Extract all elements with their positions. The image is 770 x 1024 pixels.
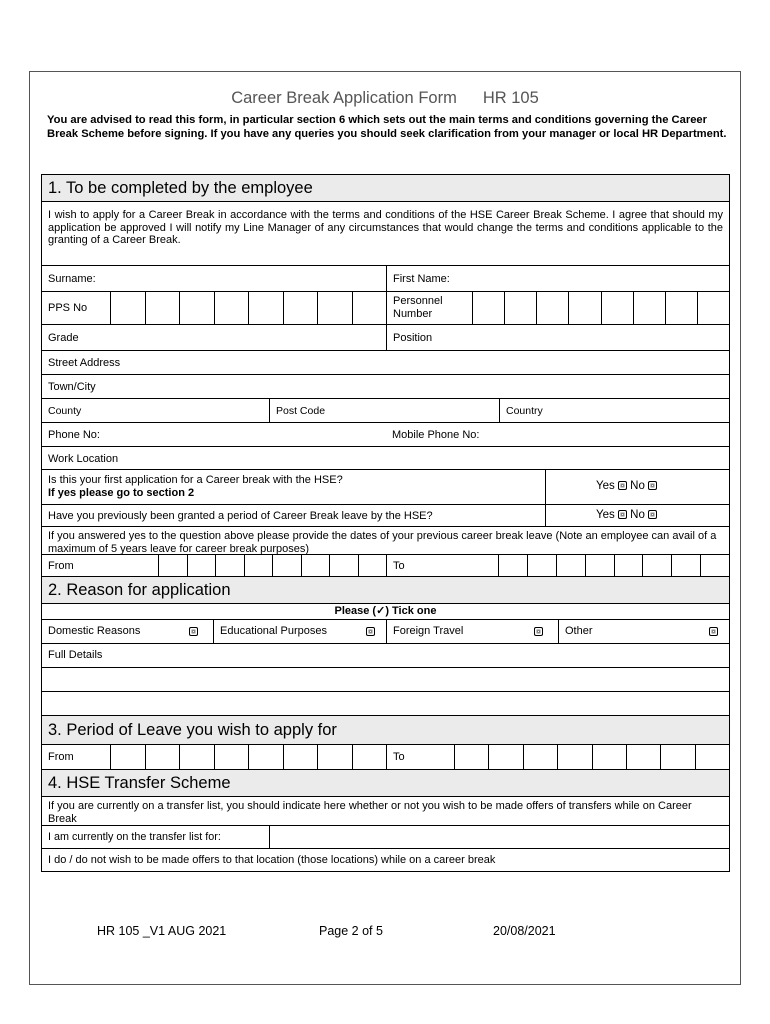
reason-foreign: [386, 620, 558, 643]
no-label: No: [630, 480, 645, 492]
leave-from-label: From: [48, 751, 74, 763]
phone-field[interactable]: [42, 423, 386, 446]
pps-boxes[interactable]: [110, 292, 386, 324]
full-details-line[interactable]: [41, 668, 730, 692]
surname-row: [41, 266, 730, 292]
previous-to-label: To: [393, 560, 405, 572]
date-box[interactable]: [592, 745, 626, 769]
date-box[interactable]: [272, 555, 301, 576]
previous-dates-note: If you answered yes to the question above please provide the dates of your previous career break leave (Note an employee can avail of a maximum of 5 years leave for career break purposes): [41, 527, 730, 555]
reason-educational: [213, 620, 386, 643]
surname-label: Surname:: [48, 273, 96, 285]
transfer-offers-text: I do / do not wish to be made offers to that location (those locations) while on a career break: [48, 854, 496, 866]
street-address-label: Street Address: [48, 357, 121, 369]
grade-row: [41, 325, 730, 351]
footer-version: HR 105 _V1 AUG 2021: [97, 924, 227, 938]
previous-dates-row: [41, 555, 730, 577]
personnel-label-line1: Personnel: [393, 295, 443, 307]
domestic-label: Domestic Reasons: [48, 625, 141, 637]
town-city-label: Town/City: [48, 381, 96, 393]
leave-to-cell: [386, 745, 454, 769]
mobile-field[interactable]: [386, 423, 729, 446]
pps-box[interactable]: [283, 292, 318, 324]
date-box[interactable]: [700, 555, 729, 576]
first-application-yes-checkbox[interactable]: [618, 481, 627, 490]
leave-to-label: To: [393, 751, 405, 763]
grade-field[interactable]: [42, 325, 386, 350]
date-box[interactable]: [214, 745, 249, 769]
educational-checkbox[interactable]: [366, 627, 375, 636]
date-box[interactable]: [301, 555, 330, 576]
personnel-box[interactable]: [472, 292, 504, 324]
footer-page-number: Page 2 of 5: [319, 924, 383, 938]
pps-box[interactable]: [110, 292, 145, 324]
section-3-heading: 3. Period of Leave you wish to apply for: [41, 716, 730, 745]
country-field[interactable]: [499, 399, 729, 422]
date-box[interactable]: [498, 555, 527, 576]
domestic-checkbox[interactable]: [189, 627, 198, 636]
previous-from-label: From: [48, 560, 74, 572]
no-label: No: [630, 509, 645, 521]
transfer-note: If you are currently on a transfer list, you should indicate here whether or not you wish to be made offers of transfers while on Career Break: [41, 797, 730, 826]
county-field[interactable]: [42, 399, 269, 422]
date-box[interactable]: [158, 555, 187, 576]
street-address-field[interactable]: [41, 351, 730, 375]
date-box[interactable]: [557, 745, 591, 769]
date-box[interactable]: [145, 745, 180, 769]
county-label: County: [48, 405, 82, 417]
date-box[interactable]: [523, 745, 557, 769]
pps-row: [41, 292, 730, 325]
date-box[interactable]: [317, 745, 352, 769]
personnel-box[interactable]: [601, 292, 633, 324]
date-box[interactable]: [358, 555, 387, 576]
first-application-question: [48, 474, 343, 500]
date-box[interactable]: [585, 555, 614, 576]
date-box[interactable]: [488, 745, 522, 769]
date-box[interactable]: [352, 745, 387, 769]
section-1-heading: 1. To be completed by the employee: [41, 174, 730, 202]
position-label: Position: [393, 332, 433, 344]
town-city-field[interactable]: [41, 375, 730, 399]
first-application-answer: [545, 470, 729, 504]
position-field[interactable]: [386, 325, 729, 350]
tick-one-instruction: Please (✓) Tick one: [41, 604, 730, 620]
leave-from-boxes[interactable]: [110, 745, 386, 769]
previous-to-cell: [386, 555, 498, 576]
work-location-field[interactable]: [41, 447, 730, 470]
personnel-box[interactable]: [697, 292, 729, 324]
date-box[interactable]: [660, 745, 694, 769]
yes-label: Yes: [596, 480, 615, 492]
full-details-field[interactable]: [41, 644, 730, 668]
first-name-field[interactable]: [386, 266, 729, 291]
date-box[interactable]: [556, 555, 585, 576]
country-label: Country: [506, 405, 543, 417]
date-box[interactable]: [671, 555, 700, 576]
foreign-checkbox[interactable]: [534, 627, 543, 636]
transfer-list-field[interactable]: [269, 826, 729, 848]
yes-label: Yes: [596, 509, 615, 521]
phone-row: [41, 423, 730, 447]
pps-box[interactable]: [145, 292, 180, 324]
form-title-text: Career Break Application Form: [231, 89, 457, 107]
reason-domestic: [42, 620, 213, 643]
reason-row: [41, 620, 730, 644]
first-application-options: [596, 480, 657, 492]
grade-label: Grade: [48, 332, 79, 344]
full-details-label: Full Details: [48, 649, 103, 661]
form-code: HR 105: [482, 89, 539, 107]
date-box[interactable]: [283, 745, 318, 769]
personnel-label: [393, 295, 443, 321]
personnel-box[interactable]: [536, 292, 568, 324]
personnel-box[interactable]: [504, 292, 536, 324]
date-box[interactable]: [244, 555, 273, 576]
first-application-row: [41, 470, 730, 505]
pps-box[interactable]: [179, 292, 214, 324]
date-box[interactable]: [329, 555, 358, 576]
previous-leave-question: Have you previously been granted a period of Career Break leave by the HSE?: [48, 510, 433, 522]
pps-label: PPS No: [48, 302, 88, 314]
date-box[interactable]: [454, 745, 488, 769]
section-2-heading: 2. Reason for application: [41, 577, 730, 604]
transfer-offers-row[interactable]: [41, 849, 730, 872]
first-application-instruction: If yes please go to section 2: [48, 487, 195, 499]
footer-date: 20/08/2021: [493, 924, 556, 938]
educational-label: Educational Purposes: [220, 625, 328, 637]
personnel-label-line2: Number: [393, 308, 433, 320]
previous-leave-no-checkbox[interactable]: [648, 510, 657, 519]
date-box[interactable]: [248, 745, 283, 769]
previous-to-boxes[interactable]: [498, 555, 729, 576]
foreign-label: Foreign Travel: [393, 625, 464, 637]
date-box[interactable]: [642, 555, 671, 576]
post-code-label: Post Code: [276, 405, 326, 417]
other-checkbox[interactable]: [709, 627, 718, 636]
date-box[interactable]: [215, 555, 244, 576]
previous-leave-row: [41, 505, 730, 527]
pps-box[interactable]: [317, 292, 352, 324]
first-application-text: Is this your first application for a Career break with the HSE?: [48, 474, 343, 486]
section-1-statement: I wish to apply for a Career Break in accordance with the terms and conditions of the HSE Career Break Scheme. I agree that should my application be approved I will notify my Line Manager of any circumstances that would change the terms and conditions applicable to the granting of a Career Break.: [41, 202, 730, 266]
surname-field[interactable]: [42, 266, 386, 291]
previous-leave-yes-checkbox[interactable]: [618, 510, 627, 519]
previous-leave-options: [596, 509, 657, 521]
date-box[interactable]: [614, 555, 643, 576]
transfer-list-label: I am currently on the transfer list for:: [48, 831, 221, 843]
personnel-box[interactable]: [633, 292, 665, 324]
form-title: [0, 89, 770, 108]
leave-period-row: [41, 745, 730, 770]
pps-box[interactable]: [352, 292, 387, 324]
date-box[interactable]: [179, 745, 214, 769]
personnel-box[interactable]: [568, 292, 600, 324]
mobile-label: Mobile Phone No:: [392, 429, 480, 441]
county-row: [41, 399, 730, 423]
personnel-label-cell: [386, 292, 472, 324]
transfer-list-row: [41, 826, 730, 849]
reason-other: [558, 620, 729, 643]
leave-to-boxes[interactable]: [454, 745, 729, 769]
date-box[interactable]: [527, 555, 556, 576]
other-label: Other: [565, 625, 593, 637]
form-grid: [41, 174, 730, 872]
pps-box[interactable]: [248, 292, 283, 324]
first-name-label: First Name:: [393, 273, 450, 285]
date-box[interactable]: [110, 745, 145, 769]
first-application-no-checkbox[interactable]: [648, 481, 657, 490]
date-box[interactable]: [695, 745, 729, 769]
phone-label: Phone No:: [48, 429, 100, 441]
work-location-label: Work Location: [48, 453, 119, 465]
personnel-box[interactable]: [665, 292, 697, 324]
post-code-field[interactable]: [269, 399, 499, 422]
intro-text: You are advised to read this form, in particular section 6 which sets out the main terms and conditions governing the Career Break Scheme before signing. If you have any queries you should seek clarification from your manager or local HR Department.: [47, 114, 727, 140]
date-box[interactable]: [187, 555, 216, 576]
personnel-boxes[interactable]: [472, 292, 729, 324]
previous-from-boxes[interactable]: [158, 555, 386, 576]
full-details-line[interactable]: [41, 692, 730, 716]
previous-leave-answer: [545, 505, 729, 526]
section-4-heading: 4. HSE Transfer Scheme: [41, 770, 730, 797]
pps-box[interactable]: [214, 292, 249, 324]
date-box[interactable]: [626, 745, 660, 769]
